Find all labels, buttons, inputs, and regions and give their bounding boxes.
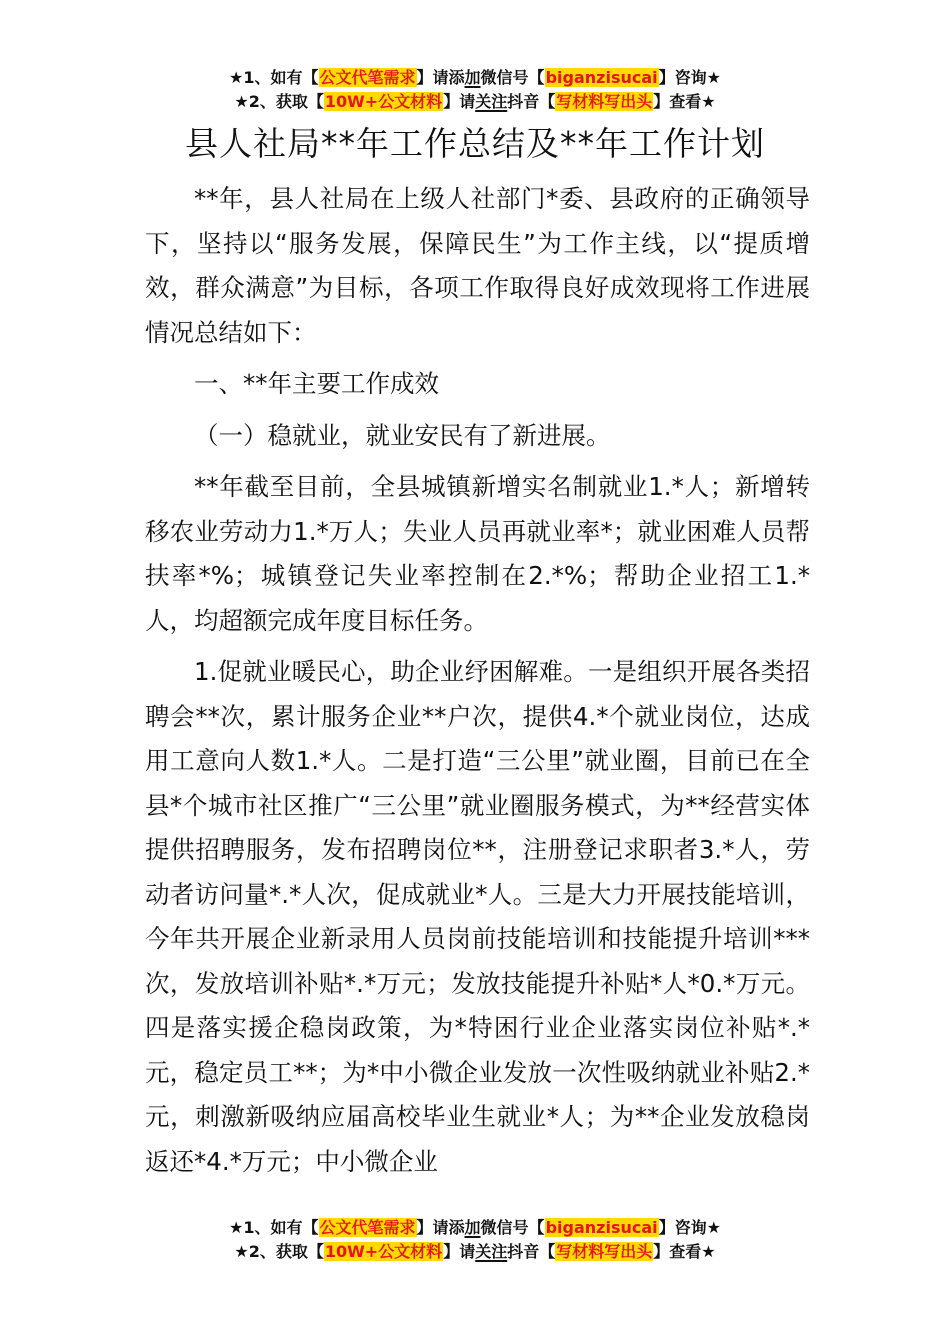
heading-section-1: 一、**年主要工作成效	[194, 369, 439, 398]
highlight-service: 公文代笔需求	[319, 68, 416, 87]
highlight-douyin: 写材料写出头	[556, 1242, 653, 1261]
document-title: 县人社局**年工作总结及**年工作计划	[185, 124, 765, 163]
promo-line-2: ★2、获取【10W+公文材料】请关注抖音【写材料写出头】查看★	[234, 92, 716, 111]
heading-subsection-1: （一）稳就业，就业安民有了新进展。	[194, 420, 611, 450]
promo-banner-bottom	[0, 1216, 950, 1264]
paragraph-intro: **年，县人社局在上级人社部门*委、县政府的正确领导下，坚持以“服务发展，保障民生”为工作主线，以“提质增效，群众满意”为目标，各项工作取得良好成效现将工作进展情况总结如下：	[145, 184, 810, 347]
promo-line-2: ★2、获取【10W+公文材料】请关注抖音【写材料写出头】查看★	[234, 1242, 716, 1261]
highlight-service: 公文代笔需求	[319, 1218, 416, 1237]
document-body	[145, 177, 810, 1184]
paragraph-employment-detail: 1.促就业暖民心，助企业纾困解难。一是组织开展各类招聘会**次，累计服务企业**户次，提供4.*个就业岗位，达成用工意向人数1.*人。二是打造“三公里”就业圈，目前已在全县*个城市社区推广“三公里”就业圈服务模式，为**经营实体提供招聘服务，发布招聘岗位**，注册登记求职者3.*人，劳动者访问量*.*人次，促成就业*人。三是大力开展技能培训，今年共开展企业新录用人员岗前技能培训和技能提升培训***次，发放培训补贴*.*万元；发放技能提升补贴*人*0.*万元。四是落实援企稳岗政策，为*特困行业企业落实岗位补贴*.*元，稳定员工**；为*中小微企业发放一次性吸纳就业补贴2.*元，刺激新吸纳应届高校毕业生就业*人；为**企业发放稳岗返还*4.*万元；中小微企业	[145, 657, 810, 1176]
highlight-wechat-id: biganzisucai	[545, 1218, 658, 1237]
highlight-wechat-id: biganzisucai	[545, 68, 658, 87]
highlight-materials: 10W+公文材料	[324, 1242, 443, 1261]
promo-line-1: ★1、如有【公文代笔需求】请添加微信号【biganzisucai】咨询★	[229, 1218, 721, 1237]
highlight-douyin: 写材料写出头	[556, 92, 653, 111]
promo-line-1: ★1、如有【公文代笔需求】请添加微信号【biganzisucai】咨询★	[229, 68, 721, 87]
paragraph-employment-summary: **年截至目前，全县城镇新增实名制就业1.*人；新增转移农业劳动力1.*万人；失业人员再就业率*；就业困难人员帮扶率*%；城镇登记失业率控制在2.*%；帮助企业招工1.*人，均超额完成年度目标任务。	[145, 472, 810, 635]
promo-banner-top	[0, 66, 950, 114]
highlight-materials: 10W+公文材料	[324, 92, 443, 111]
